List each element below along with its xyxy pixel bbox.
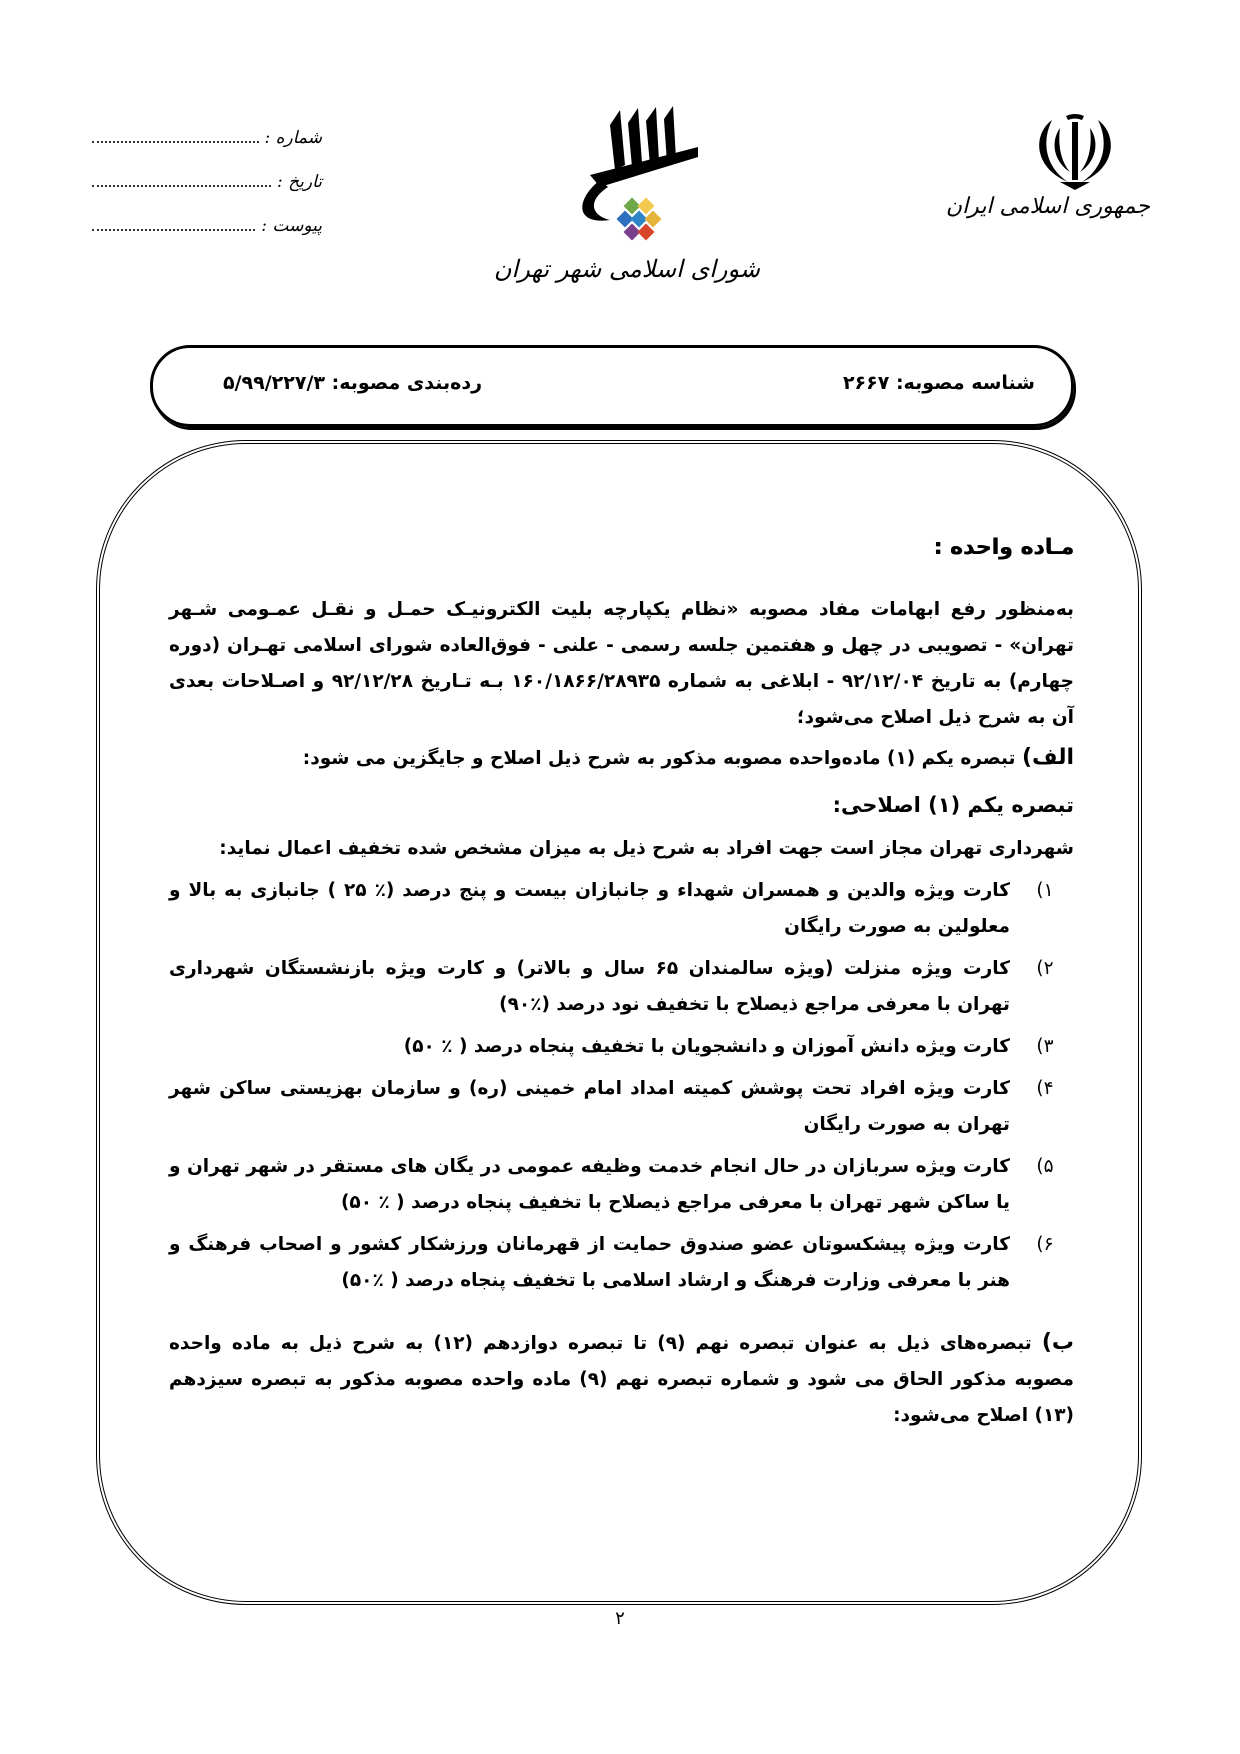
date-label: تاریخ :	[277, 172, 322, 192]
list-item-text: کارت ویژه پیشکسوتان عضو صندوق حمایت از قهرمانان ورزشکار کشور و اصحاب فرهنگ و هنر با معرفی وزارت فرهنگ و ارشاد اسلامی با تخفیف پنجاه درصد ( ٪۵۰)	[169, 1234, 1010, 1291]
list-item-text: کارت ویژه افراد تحت پوشش کمیته امداد امام خمینی (ره) و سازمان بهزیستی ساکن شهر تهران به صورت رایگان	[169, 1078, 1010, 1135]
list-item	[169, 1029, 1074, 1065]
list-item	[169, 1149, 1074, 1221]
attachment-label: پیوست :	[261, 216, 322, 236]
date-field[interactable]	[92, 172, 322, 216]
list-item	[169, 951, 1074, 1023]
council-logo-tiles	[617, 198, 662, 241]
list-item-number: ۱)	[1036, 880, 1054, 901]
number-label: شماره :	[264, 128, 322, 148]
attachment-dotted-line	[92, 217, 255, 231]
council-caption: شورای اسلامی شهر تهران	[493, 255, 760, 283]
list-item-number: ۵)	[1036, 1156, 1054, 1177]
list-item	[169, 1227, 1074, 1299]
note-heading: تبصره یکم (۱) اصلاحی:	[832, 793, 1074, 817]
list-item-number: ۶)	[1036, 1234, 1054, 1255]
part-b-text: تبصره‌های ذیل به عنوان تبصره نهم (۹) تا تبصره دوازدهم (۱۲) به شرح ذیل به ماده واحده مصوبه مذکور الحاق می شود و شماره تبصره نهم (۹) ماده واحده مصوبه مذکور به تبصره سیزدهم (۱۳) اصلاح می‌شود:	[169, 1333, 1074, 1426]
part-a	[169, 740, 1074, 777]
list-item-text: کارت ویژه دانش آموزان و دانشجویان با تخفیف پنجاه درصد ( ٪ ۵۰)	[403, 1036, 1010, 1057]
resolution-classification: رده‌بندی مصوبه: ۵/۹۹/۲۲۷/۳	[223, 372, 483, 394]
council-calligraphy-icon	[570, 105, 710, 255]
part-b-label: ب)	[1041, 1330, 1075, 1355]
list-item-text: کارت ویژه سربازان در حال انجام خدمت وظیفه عمومی در یگان های مستقر در شهر تهران و یا ساکن شهر تهران با معرفی مراجع ذیصلاح با تخفیف پنجاه درصد ( ٪ ۵۰)	[169, 1156, 1010, 1213]
attachment-field[interactable]	[92, 216, 322, 260]
iran-emblem-icon	[1030, 110, 1120, 190]
council-logo	[493, 105, 760, 305]
resolution-id: شناسه مصوبه: ۲۶۶۷	[842, 372, 1035, 394]
list-item-text: کارت ویژه والدین و همسران شهداء و جانبازان بیست و پنج درصد (٪ ۲۵ ) جانبازی به بالا و معلولین به صورت رایگان	[169, 880, 1010, 937]
list-item	[169, 873, 1074, 945]
intro-paragraph: به‌منظور رفع ابهامات مفاد مصوبه «نظام یکپارچه بلیت الکترونیـک حمـل و نقـل عمـومی شـهر تهران» - تصویبی در چهل و هفتمین جلسه رسمی - علنی - فوق‌العاده شورای اسلامی تهـران (دوره چهارم) به تاریخ ۹۲/۱۲/۰۴ - ابلاغی به شماره ۱۶۰/۱۸۶۶/۲۸۹۳۵ بـه تـاریخ ۹۲/۱۲/۲۸ و اصـلاحات بعدی آن به شرح ذیل اصلاح می‌شود؛	[169, 599, 1075, 728]
page-number: ۲	[615, 1608, 625, 1629]
note-intro: شهرداری تهران مجاز است جهت افراد به شرح ذیل به میزان مشخص شده تخفیف اعمال نماید:	[219, 838, 1074, 859]
part-a-label: الف)	[1021, 745, 1074, 770]
resolution-info-box	[150, 345, 1074, 427]
part-a-text: تبصره یکم (۱) ماده‌واحده مصوبه مذکور به شرح ذیل اصلاح و جایگزین می شود:	[302, 748, 1022, 769]
date-dotted-line	[92, 173, 271, 187]
header-fields	[92, 128, 322, 260]
resolution-body	[169, 530, 1074, 1434]
list-item	[169, 1071, 1074, 1143]
iran-emblem	[945, 110, 1150, 260]
article-heading: مـاده واحده :	[933, 535, 1074, 560]
list-item-number: ۳)	[1036, 1036, 1054, 1057]
discount-list	[169, 873, 1074, 1299]
number-dotted-line	[92, 129, 259, 143]
emblem-caption: جمهوری اسلامی ایران	[945, 194, 1150, 219]
list-item-text: کارت ویژه منزلت (ویژه سالمندان ۶۵ سال و بالاتر) و کارت ویژه بازنشستگان شهرداری تهران با معرفی مراجع ذیصلاح با تخفیف نود درصد (٪۹۰)	[169, 958, 1010, 1015]
part-b	[169, 1325, 1074, 1434]
number-field[interactable]	[92, 128, 322, 172]
list-item-number: ۴)	[1036, 1078, 1054, 1099]
list-item-number: ۲)	[1036, 958, 1054, 979]
